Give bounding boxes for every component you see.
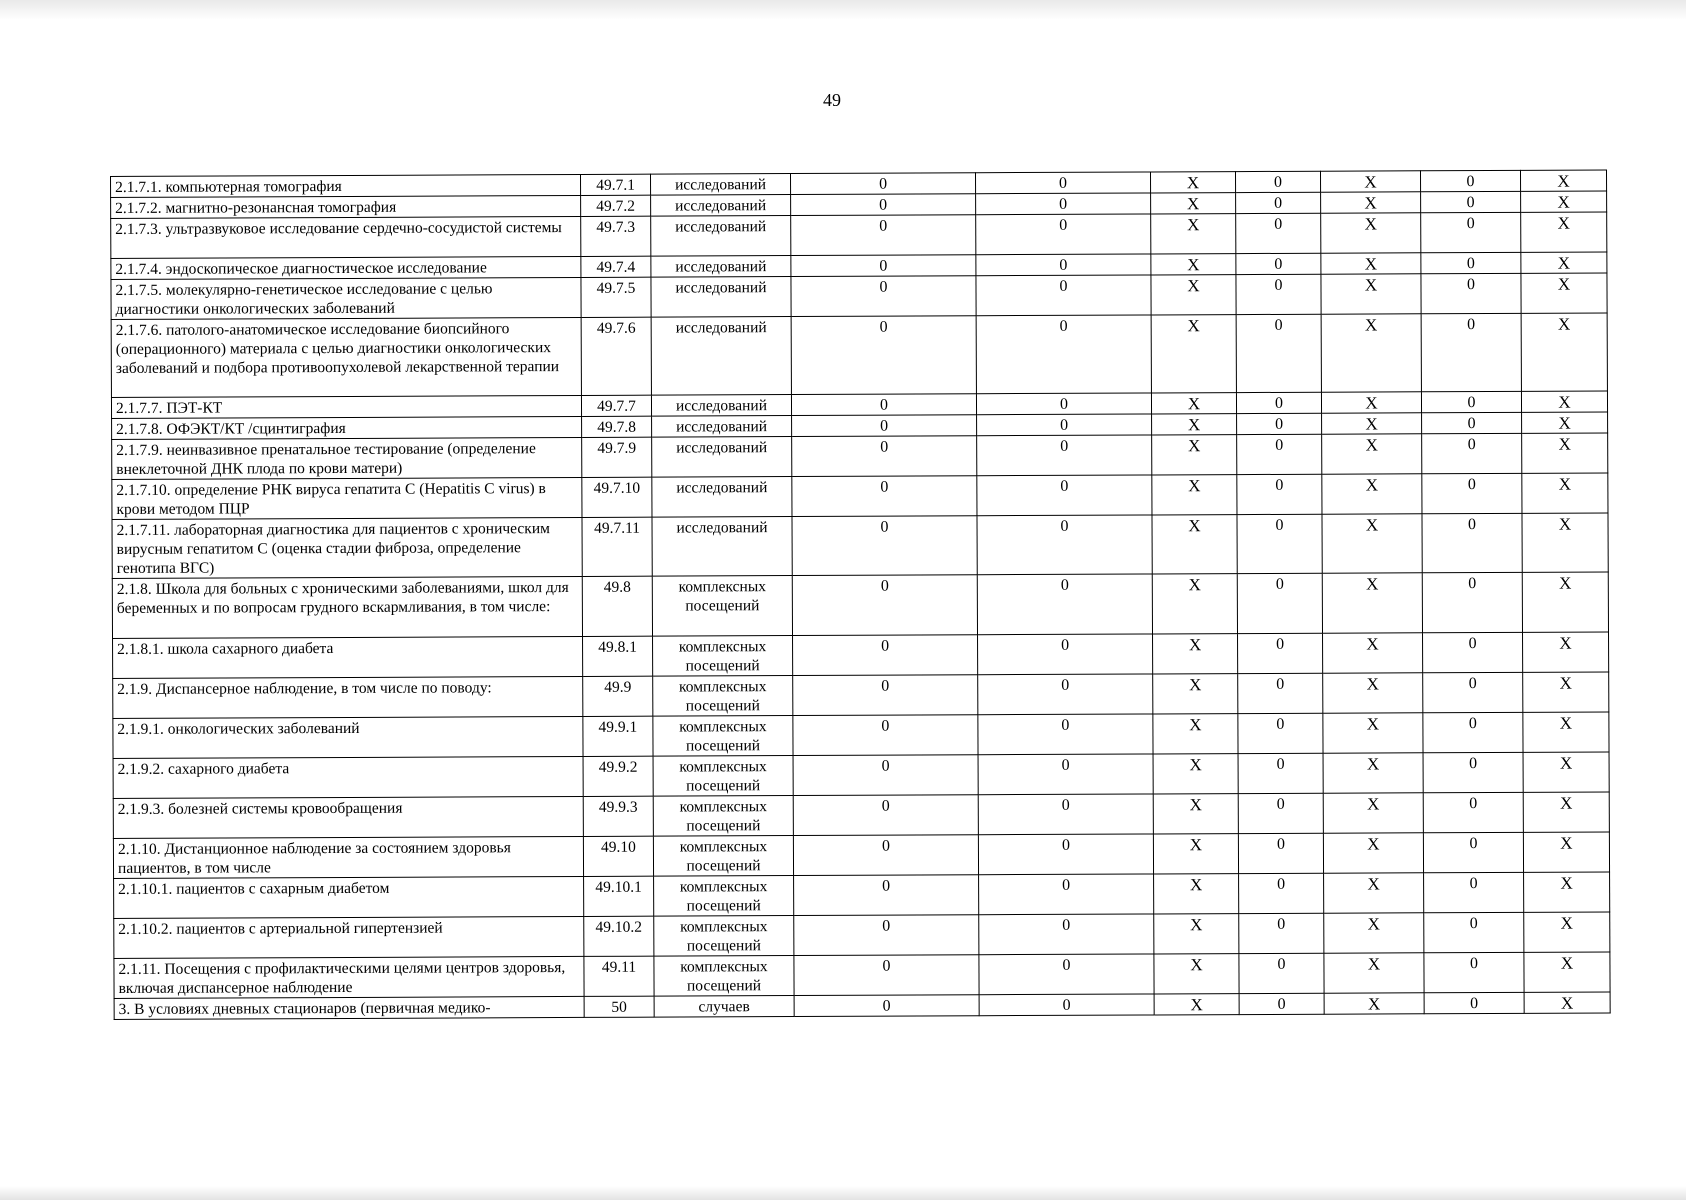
value-cell-1: 0 xyxy=(793,635,978,676)
value-cell-2: 0 xyxy=(976,275,1151,316)
row-name-cell: 2.1.7.5. молекулярно-генетическое исследование с целью диагностики онкологических заболеваний xyxy=(111,277,581,319)
value-cell-5: X xyxy=(1323,633,1423,673)
value-cell-3: X xyxy=(1151,315,1236,393)
value-cell-4: 0 xyxy=(1236,213,1321,253)
table-row xyxy=(113,792,1609,839)
value-cell-2: 0 xyxy=(978,674,1153,715)
value-cell-2: 0 xyxy=(975,172,1150,194)
value-cell-3: X xyxy=(1153,754,1238,794)
value-cell-1: 0 xyxy=(791,194,976,216)
value-cell-5: X xyxy=(1322,573,1422,633)
value-cell-2: 0 xyxy=(976,254,1151,276)
row-unit-cell: комплексных посещений xyxy=(654,876,794,917)
value-cell-7: X xyxy=(1521,313,1607,391)
value-cell-4: 0 xyxy=(1238,793,1323,833)
row-name-cell: 2.1.10.1. пациентов с сахарным диабетом xyxy=(114,876,584,918)
row-unit-cell: исследований xyxy=(652,517,792,577)
value-cell-5: X xyxy=(1322,413,1422,434)
value-cell-7: X xyxy=(1524,992,1610,1013)
value-cell-6: 0 xyxy=(1423,752,1523,792)
row-name-cell: 2.1.8. Школа для больных с хроническими заболеваниями, школ для беременных и по вопросам грудного вскармливания, в том числе: xyxy=(112,576,582,638)
value-cell-3: X xyxy=(1152,435,1237,475)
value-cell-5: X xyxy=(1322,434,1422,474)
scan-bottom-edge xyxy=(0,1186,1686,1200)
row-code-cell: 49.7.3 xyxy=(581,216,651,256)
row-code-cell: 49.7.2 xyxy=(581,195,651,216)
value-cell-6: 0 xyxy=(1421,273,1521,313)
row-unit-cell: исследований xyxy=(651,395,791,417)
value-cell-5: X xyxy=(1323,793,1423,833)
table-row xyxy=(114,952,1610,999)
value-cell-1: 0 xyxy=(791,394,976,416)
value-cell-2: 0 xyxy=(977,475,1152,516)
value-cell-1: 0 xyxy=(792,575,977,636)
value-cell-7: X xyxy=(1523,672,1609,712)
value-cell-5: X xyxy=(1321,192,1421,213)
row-name-cell: 2.1.7.6. патолого-анатомическое исследование биопсийного (операционного) материала с целью диагностики онкологических заболеваний и подбора противоопухолевой лекарственной терапии xyxy=(111,317,581,397)
table-row xyxy=(113,752,1609,799)
table-row xyxy=(111,313,1607,398)
value-cell-5: X xyxy=(1323,833,1423,873)
value-cell-5: X xyxy=(1320,171,1420,192)
value-cell-1: 0 xyxy=(794,875,979,916)
value-cell-6: 0 xyxy=(1422,412,1522,433)
row-code-cell: 49.7.9 xyxy=(582,437,652,477)
value-cell-7: X xyxy=(1521,391,1607,412)
table-row xyxy=(111,273,1607,320)
value-cell-2: 0 xyxy=(979,954,1154,995)
value-cell-7: X xyxy=(1522,473,1608,513)
value-cell-4: 0 xyxy=(1236,192,1321,213)
value-cell-2: 0 xyxy=(978,834,1153,875)
value-cell-5: X xyxy=(1324,993,1424,1014)
value-cell-3: X xyxy=(1152,515,1237,574)
value-cell-3: X xyxy=(1154,954,1239,994)
value-cell-7: X xyxy=(1522,433,1608,473)
value-cell-4: 0 xyxy=(1238,753,1323,793)
row-unit-cell: комплексных посещений xyxy=(653,676,793,717)
value-cell-2: 0 xyxy=(976,393,1151,415)
value-cell-1: 0 xyxy=(791,276,976,317)
value-cell-4: 0 xyxy=(1237,474,1322,514)
row-name-cell: 2.1.7.7. ПЭТ-КТ xyxy=(111,395,581,418)
value-cell-4: 0 xyxy=(1236,392,1321,413)
value-cell-6: 0 xyxy=(1421,252,1521,273)
row-name-cell: 2.1.11. Посещения с профилактическими целями центров здоровья, включая диспансерное наблюдение xyxy=(114,956,584,998)
value-cell-6: 0 xyxy=(1422,473,1522,513)
value-cell-7: X xyxy=(1524,952,1610,992)
value-cell-1: 0 xyxy=(793,755,978,796)
table-row xyxy=(112,473,1608,520)
row-unit-cell: комплексных посещений xyxy=(654,916,794,957)
value-cell-3: X xyxy=(1151,254,1236,275)
value-cell-2: 0 xyxy=(979,994,1154,1016)
value-cell-2: 0 xyxy=(977,435,1152,476)
row-unit-cell: комплексных посещений xyxy=(653,836,793,877)
value-cell-4: 0 xyxy=(1237,434,1322,474)
table-row xyxy=(111,212,1607,259)
value-cell-5: X xyxy=(1323,713,1423,753)
value-cell-1: 0 xyxy=(793,715,978,756)
value-cell-7: X xyxy=(1523,632,1609,672)
row-name-cell: 2.1.7.2. магнитно-резонансная томография xyxy=(111,195,581,218)
value-cell-4: 0 xyxy=(1238,713,1323,753)
row-code-cell: 49.10.1 xyxy=(584,876,654,916)
value-cell-1: 0 xyxy=(792,476,977,517)
value-cell-4: 0 xyxy=(1238,633,1323,673)
row-code-cell: 49.10 xyxy=(583,836,653,876)
row-unit-cell: исследований xyxy=(651,277,791,318)
value-cell-7: X xyxy=(1521,252,1607,273)
value-cell-3: X xyxy=(1152,574,1237,634)
value-cell-5: X xyxy=(1322,474,1422,514)
value-cell-6: 0 xyxy=(1422,513,1522,572)
value-cell-3: X xyxy=(1152,475,1237,515)
value-cell-7: X xyxy=(1521,191,1607,212)
value-cell-4: 0 xyxy=(1239,953,1324,993)
table-row xyxy=(113,672,1609,719)
row-unit-cell: комплексных посещений xyxy=(653,796,793,837)
value-cell-6: 0 xyxy=(1420,170,1520,191)
value-cell-5: X xyxy=(1321,274,1421,314)
value-cell-1: 0 xyxy=(793,675,978,716)
value-cell-2: 0 xyxy=(977,515,1152,575)
row-name-cell: 2.1.9.2. сахарного диабета xyxy=(113,756,583,798)
value-cell-6: 0 xyxy=(1422,433,1522,473)
value-cell-6: 0 xyxy=(1423,832,1523,872)
table-row xyxy=(112,513,1608,579)
row-name-cell: 2.1.9.3. болезней системы кровообращения xyxy=(113,796,583,838)
value-cell-3: X xyxy=(1153,714,1238,754)
row-name-cell: 2.1.7.4. эндоскопическое диагностическое исследование xyxy=(111,256,581,279)
value-cell-6: 0 xyxy=(1424,992,1524,1013)
row-name-cell: 2.1.7.10. определение РНК вируса гепатита C (Hepatitis C virus) в крови методом ПЦР xyxy=(112,477,582,519)
value-cell-3: X xyxy=(1153,794,1238,834)
row-unit-cell: комплексных посещений xyxy=(652,576,792,637)
row-unit-cell: исследований xyxy=(651,195,791,217)
value-cell-7: X xyxy=(1523,752,1609,792)
row-unit-cell: комплексных посещений xyxy=(653,716,793,757)
value-cell-3: X xyxy=(1153,674,1238,714)
row-name-cell: 2.1.7.1. компьютерная томография xyxy=(111,174,581,197)
value-cell-1: 0 xyxy=(790,173,975,195)
value-cell-5: X xyxy=(1321,213,1421,253)
page-number: 49 xyxy=(823,90,841,110)
row-unit-cell: исследований xyxy=(651,256,791,278)
row-code-cell: 49.9.3 xyxy=(583,796,653,836)
row-name-cell: 2.1.8.1. школа сахарного диабета xyxy=(113,636,583,678)
value-cell-3: X xyxy=(1154,874,1239,914)
value-cell-1: 0 xyxy=(792,516,977,576)
value-cell-2: 0 xyxy=(977,574,1152,635)
value-cell-2: 0 xyxy=(976,315,1151,394)
row-unit-cell: исследований xyxy=(651,216,791,257)
value-cell-3: X xyxy=(1152,414,1237,435)
value-cell-2: 0 xyxy=(978,754,1153,795)
value-cell-3: X xyxy=(1151,275,1236,315)
scan-top-edge xyxy=(0,0,1686,20)
row-unit-cell: комплексных посещений xyxy=(653,636,793,677)
value-cell-5: X xyxy=(1321,314,1421,392)
value-cell-1: 0 xyxy=(791,215,976,256)
value-cell-4: 0 xyxy=(1236,314,1321,392)
value-cell-6: 0 xyxy=(1421,191,1521,212)
table-row xyxy=(114,912,1610,959)
value-cell-5: X xyxy=(1324,913,1424,953)
value-cell-1: 0 xyxy=(794,995,979,1017)
row-name-cell: 2.1.7.9. неинвазивное пренатальное тестирование (определение внеклеточной ДНК плода по крови матери) xyxy=(112,437,582,479)
row-code-cell: 49.8.1 xyxy=(583,636,653,676)
table-row xyxy=(113,832,1609,879)
value-cell-4: 0 xyxy=(1236,253,1321,274)
value-cell-1: 0 xyxy=(793,795,978,836)
value-cell-5: X xyxy=(1324,953,1424,993)
row-code-cell: 49.7.5 xyxy=(581,277,651,317)
value-cell-4: 0 xyxy=(1237,573,1322,633)
value-cell-6: 0 xyxy=(1423,632,1523,672)
value-cell-7: X xyxy=(1520,170,1606,191)
value-cell-3: X xyxy=(1151,214,1236,254)
value-cell-5: X xyxy=(1324,873,1424,913)
row-code-cell: 49.9.2 xyxy=(583,756,653,796)
report-table xyxy=(110,169,1611,1020)
value-cell-2: 0 xyxy=(979,914,1154,955)
value-cell-7: X xyxy=(1523,792,1609,832)
table-row xyxy=(113,712,1609,759)
row-code-cell: 50 xyxy=(584,996,654,1017)
value-cell-5: X xyxy=(1323,753,1423,793)
row-code-cell: 49.7.1 xyxy=(580,174,650,195)
row-name-cell: 2.1.10.2. пациентов с артериальной гипертензией xyxy=(114,916,584,958)
value-cell-6: 0 xyxy=(1424,872,1524,912)
value-cell-6: 0 xyxy=(1421,313,1521,391)
row-unit-cell: исследований xyxy=(651,317,791,396)
value-cell-4: 0 xyxy=(1235,171,1320,192)
row-code-cell: 49.7.7 xyxy=(581,395,651,416)
value-cell-1: 0 xyxy=(794,955,979,996)
value-cell-6: 0 xyxy=(1424,912,1524,952)
value-cell-7: X xyxy=(1524,912,1610,952)
value-cell-4: 0 xyxy=(1239,873,1324,913)
value-cell-5: X xyxy=(1321,253,1421,274)
value-cell-7: X xyxy=(1521,212,1607,252)
row-name-cell: 3. В условиях дневных стационаров (первичная медико- xyxy=(114,996,584,1019)
value-cell-7: X xyxy=(1523,712,1609,752)
value-cell-1: 0 xyxy=(792,415,977,437)
value-cell-7: X xyxy=(1522,513,1608,572)
value-cell-6: 0 xyxy=(1423,672,1523,712)
value-cell-3: X xyxy=(1151,393,1236,414)
row-code-cell: 49.7.10 xyxy=(582,477,652,517)
value-cell-3: X xyxy=(1150,172,1235,193)
value-cell-2: 0 xyxy=(978,634,1153,675)
table-row xyxy=(112,572,1608,639)
row-name-cell: 2.1.7.11. лабораторная диагностика для пациентов с хроническим вирусным гепатитом C (оценка стадии фиброза, определение генотипа ВГС) xyxy=(112,517,582,578)
row-code-cell: 49.7.11 xyxy=(582,517,652,576)
row-name-cell: 2.1.9. Диспансерное наблюдение, в том числе по поводу: xyxy=(113,676,583,718)
table-row xyxy=(114,872,1610,919)
table-row xyxy=(113,632,1609,679)
value-cell-2: 0 xyxy=(978,794,1153,835)
value-cell-4: 0 xyxy=(1239,993,1324,1014)
value-cell-2: 0 xyxy=(976,193,1151,215)
value-cell-6: 0 xyxy=(1422,572,1522,632)
value-cell-3: X xyxy=(1154,994,1239,1015)
row-code-cell: 49.10.2 xyxy=(584,916,654,956)
value-cell-3: X xyxy=(1154,914,1239,954)
row-name-cell: 2.1.7.8. ОФЭКТ/КТ /сцинтиграфия xyxy=(112,416,582,439)
value-cell-1: 0 xyxy=(791,316,976,395)
row-unit-cell: исследований xyxy=(652,477,792,518)
row-name-cell: 2.1.10. Дистанционное наблюдение за состоянием здоровья пациентов, в том числе xyxy=(113,836,583,878)
value-cell-4: 0 xyxy=(1239,913,1324,953)
value-cell-1: 0 xyxy=(794,915,979,956)
row-code-cell: 49.11 xyxy=(584,956,654,996)
value-cell-6: 0 xyxy=(1424,952,1524,992)
row-unit-cell: исследований xyxy=(652,437,792,478)
row-unit-cell: комплексных посещений xyxy=(654,956,794,997)
value-cell-4: 0 xyxy=(1238,833,1323,873)
value-cell-7: X xyxy=(1522,412,1608,433)
value-cell-6: 0 xyxy=(1423,792,1523,832)
row-code-cell: 49.9.1 xyxy=(583,716,653,756)
row-unit-cell: исследований xyxy=(650,174,790,196)
value-cell-2: 0 xyxy=(976,214,1151,255)
row-unit-cell: комплексных посещений xyxy=(653,756,793,797)
value-cell-5: X xyxy=(1321,392,1421,413)
value-cell-2: 0 xyxy=(979,874,1154,915)
value-cell-7: X xyxy=(1521,273,1607,313)
row-code-cell: 49.7.4 xyxy=(581,256,651,277)
value-cell-6: 0 xyxy=(1421,391,1521,412)
row-unit-cell: исследований xyxy=(652,416,792,438)
row-name-cell: 2.1.7.3. ультразвуковое исследование сердечно-сосудистой системы xyxy=(111,216,581,258)
row-code-cell: 49.7.6 xyxy=(581,317,651,395)
value-cell-6: 0 xyxy=(1421,212,1521,252)
value-cell-7: X xyxy=(1522,572,1608,632)
value-cell-4: 0 xyxy=(1237,413,1322,434)
value-cell-4: 0 xyxy=(1237,514,1322,573)
value-cell-5: X xyxy=(1323,673,1423,713)
value-cell-5: X xyxy=(1322,514,1422,573)
report-body xyxy=(111,170,1611,1020)
value-cell-7: X xyxy=(1523,832,1609,872)
row-unit-cell: случаев xyxy=(654,996,794,1018)
value-cell-4: 0 xyxy=(1236,274,1321,314)
row-name-cell: 2.1.9.1. онкологических заболеваний xyxy=(113,716,583,758)
value-cell-4: 0 xyxy=(1238,673,1323,713)
value-cell-1: 0 xyxy=(793,835,978,876)
value-cell-2: 0 xyxy=(978,714,1153,755)
value-cell-3: X xyxy=(1151,193,1236,214)
value-cell-2: 0 xyxy=(977,414,1152,436)
row-code-cell: 49.7.8 xyxy=(582,416,652,437)
value-cell-1: 0 xyxy=(791,255,976,277)
value-cell-7: X xyxy=(1524,872,1610,912)
table-row xyxy=(112,433,1608,480)
value-cell-3: X xyxy=(1153,634,1238,674)
value-cell-6: 0 xyxy=(1423,712,1523,752)
value-cell-1: 0 xyxy=(792,436,977,477)
row-code-cell: 49.8 xyxy=(582,576,652,636)
value-cell-3: X xyxy=(1153,834,1238,874)
row-code-cell: 49.9 xyxy=(583,676,653,716)
